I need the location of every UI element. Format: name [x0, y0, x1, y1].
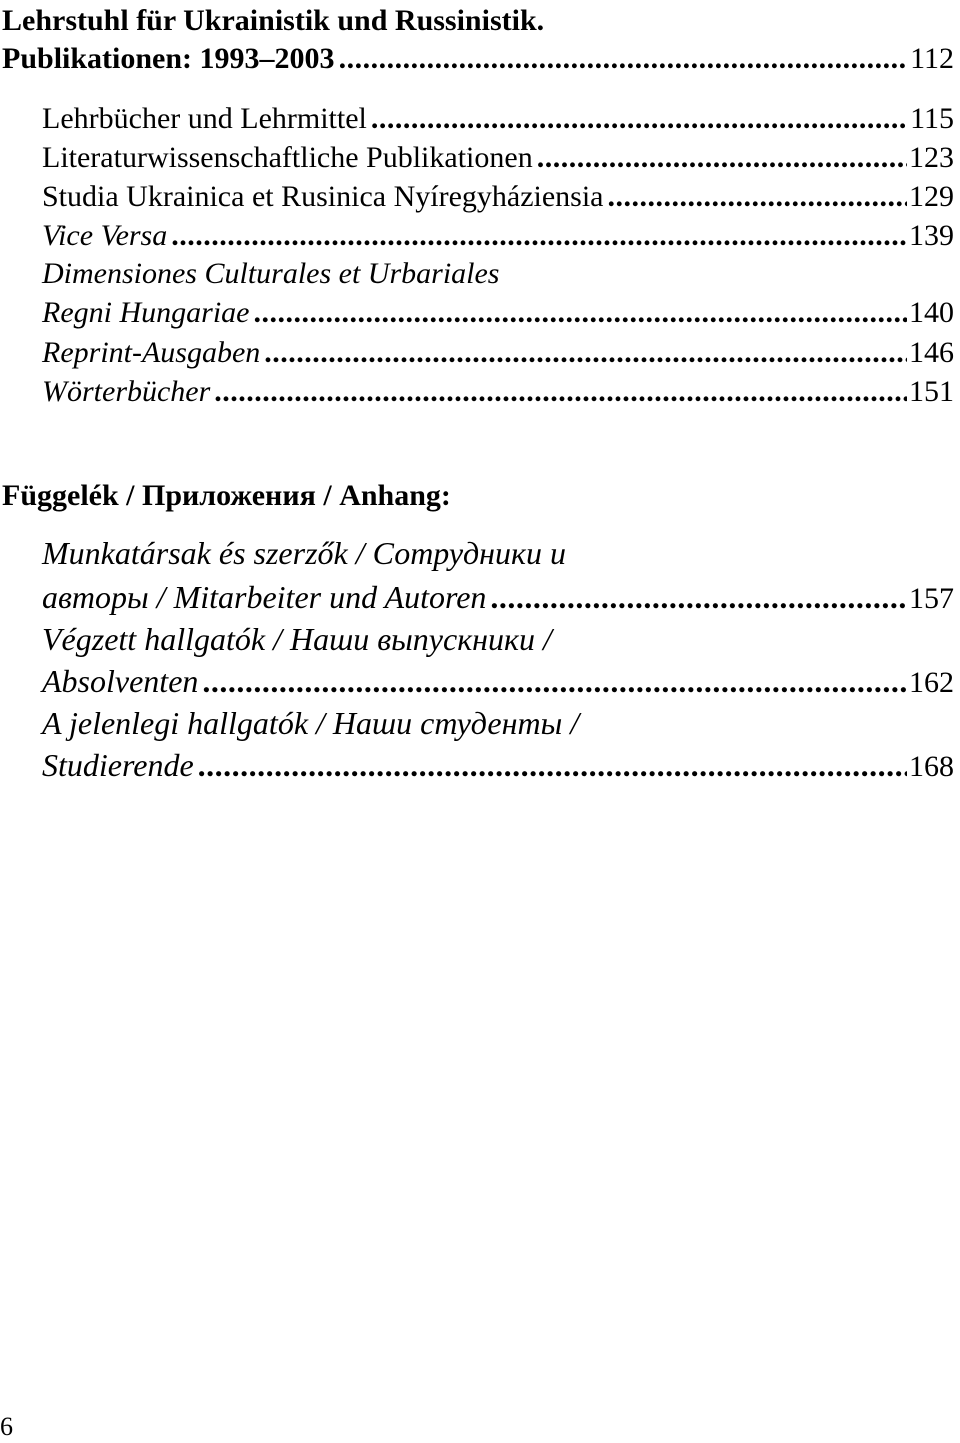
toc-entry-label: Regni Hungariae: [42, 296, 250, 329]
page-number-ref: 112: [910, 42, 954, 75]
toc-entry-label: Vice Versa: [42, 219, 168, 252]
toc-entry-page: 139: [909, 219, 954, 252]
toc-entry-page: 168: [909, 750, 954, 783]
toc-entry-label: Absolventen: [42, 663, 199, 699]
toc-entry: [42, 178, 954, 216]
dot-leader: [171, 217, 907, 255]
section-title-line2: Publikationen: 1993–2003: [2, 42, 335, 75]
toc-entry: [42, 576, 954, 620]
toc-entry-page: 151: [909, 375, 954, 408]
toc-entry-label: Wörterbücher: [42, 375, 211, 408]
dot-leader: [198, 744, 907, 786]
toc-entry-page: 157: [909, 582, 954, 615]
toc-entry: [42, 373, 954, 411]
dot-leader: [490, 576, 907, 618]
toc-entry-page: 140: [909, 296, 954, 329]
toc-entry: [42, 334, 954, 372]
dot-leader: [537, 139, 907, 177]
dot-leader: [253, 294, 907, 332]
dot-leader: [264, 334, 907, 372]
toc-entry-label-line1: Munkatársak és szerzők / Сотрудники и: [42, 535, 567, 571]
dot-leader: [339, 40, 909, 78]
appendix-title: Függelék / Приложения / Anhang:: [2, 479, 451, 512]
toc-entry-label: авторы / Mitarbeiter und Autoren: [42, 579, 487, 615]
toc-entry-label: Lehrbücher und Lehrmittel: [42, 102, 367, 135]
toc-entry-label-line1: A jelenlegi hallgatók / Наши студенты /: [42, 705, 580, 741]
toc-entry-page: 162: [909, 666, 954, 699]
toc-entry-label: Reprint-Ausgaben: [42, 336, 261, 369]
toc-entry: [42, 744, 954, 788]
section-title-entry: [2, 40, 954, 78]
toc-entry: [42, 660, 954, 704]
toc-entry-label-line1: Dimensiones Culturales et Urbariales: [42, 257, 500, 290]
toc-entry-page: 146: [909, 336, 954, 369]
section-title-line1: Lehrstuhl für Ukrainistik und Russinistik.: [2, 4, 545, 37]
toc-entry-label: Studierende: [42, 747, 194, 783]
toc-entry: [42, 217, 954, 255]
toc-entry-label-line1: Végzett hallgatók / Наши выпускники /: [42, 621, 552, 657]
toc-entry: [42, 139, 954, 177]
toc-entry-label: Studia Ukrainica et Rusinica Nyíregyháziensia: [42, 180, 604, 213]
page-number: 6: [0, 1412, 13, 1441]
toc-entry: [42, 294, 954, 332]
toc-entry-page: 129: [909, 180, 954, 213]
dot-leader: [371, 100, 908, 138]
dot-leader: [202, 660, 907, 702]
toc-entry-label: Literaturwissenschaftliche Publikationen: [42, 141, 533, 174]
dot-leader: [608, 178, 908, 216]
toc-entry-page: 123: [909, 141, 954, 174]
dot-leader: [214, 373, 907, 411]
toc-entry-page: 115: [910, 102, 954, 135]
toc-entry: [42, 100, 954, 138]
